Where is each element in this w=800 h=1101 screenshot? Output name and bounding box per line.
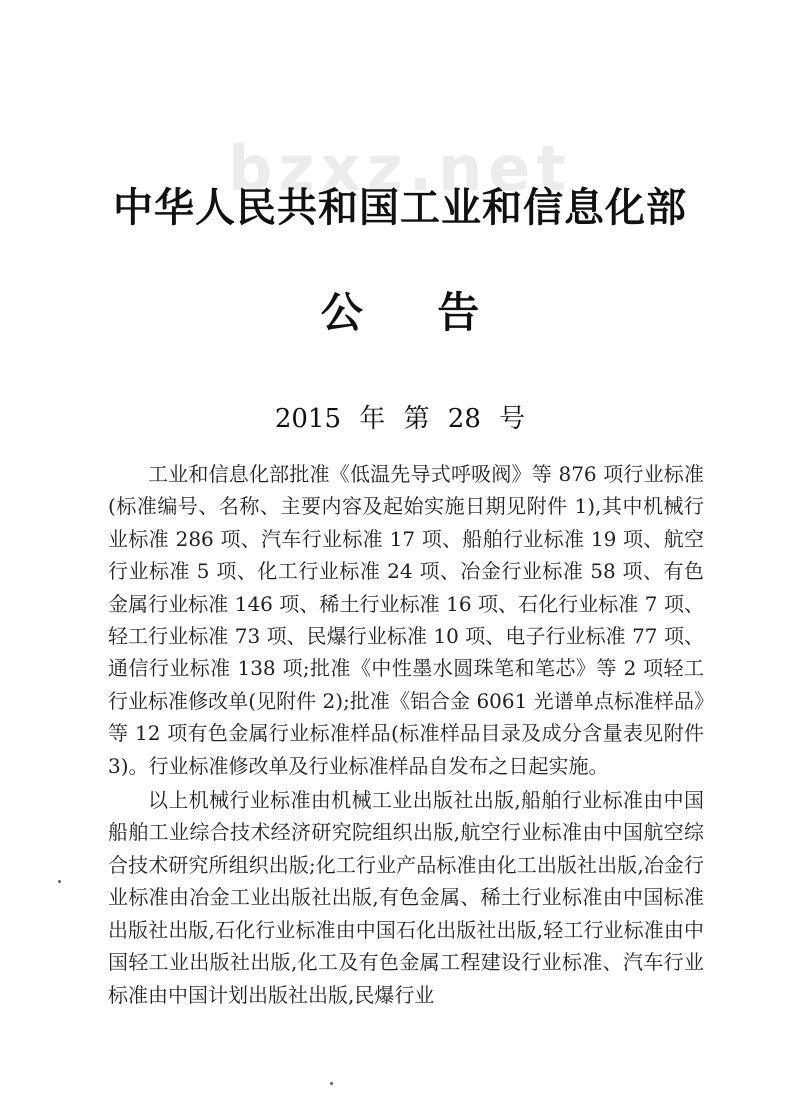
notice-body xyxy=(108,458,704,1013)
notice-number: 2015 年 第 28 号 xyxy=(274,404,526,434)
paragraph-1: 工业和信息化部批准《低温先导式呼吸阀》等 876 项行业标准(标准编号、名称、主要内容及起始实施日期见附件 1),其中机械行业标准 286 项、汽车行业标准 17 项、船舶行业标准 19 项、航空行业标准 5 项、化工行业标准 24 项、冶金行业标准 58 项、有色金属行业标准 146 项、稀土行业标准 16 项、石化行业标准 7 项、轻工行业标准 73 项、民爆行业标准 10 项、电子行业标准 77 项、通信行业标准 138 项;批准《中性墨水圆珠笔和笔芯》等 2 项轻工行业标准修改单(见附件 2);批准《铝合金 6061 光谱单点标准样品》等 12 项有色金属行业标准样品(标准样品目录及成分含量表见附件 3)。行业标准修改单及行业标准样品自发布之日起实施。 xyxy=(108,462,704,778)
margin-dot xyxy=(330,1082,333,1085)
ministry-name: 中华人民共和国工业和信息化部 xyxy=(113,185,687,231)
notice-title: 公 告 xyxy=(320,288,480,337)
paragraph-2: 以上机械行业标准由机械工业出版社出版,船舶行业标准由中国船舶工业综合技术经济研究院组织出版,航空行业标准由中国航空综合技术研究所组织出版;化工行业产品标准由化工出版社出版,冶金行业标准由冶金工业出版社出版,有色金属、稀土行业标准由中国标准出版社出版,石化行业标准由中国石化出版社出版,轻工行业标准由中国轻工业出版社出版,化工及有色金属工程建设行业标准、汽车行业标准由中国计划出版社出版,民爆行业 xyxy=(108,788,704,1007)
watermark: bzxz.net xyxy=(228,132,572,205)
margin-dot xyxy=(58,880,61,883)
